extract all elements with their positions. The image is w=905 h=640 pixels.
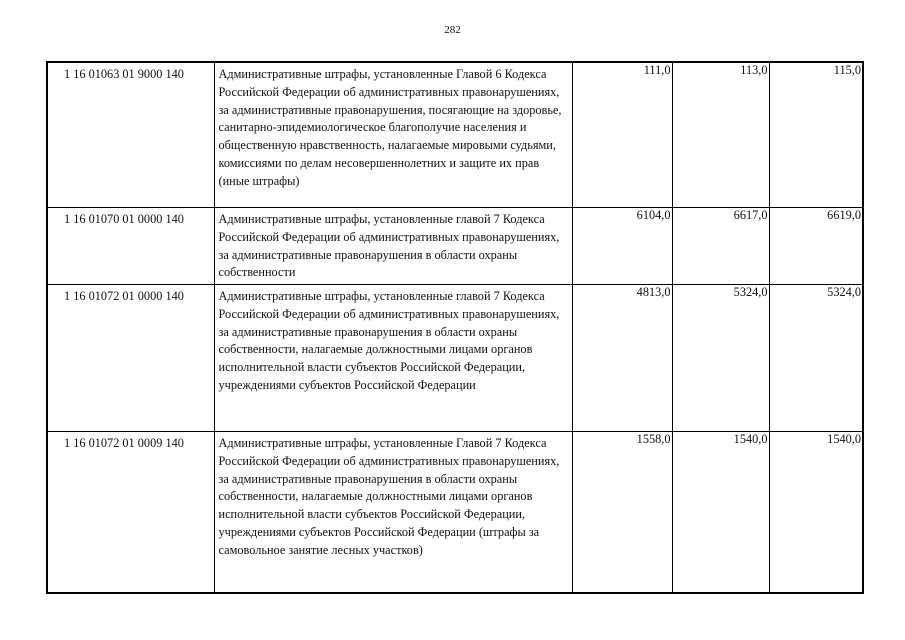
budget-code: 1 16 01072 01 0009 140 — [47, 432, 214, 594]
amount-year-3: 6619,0 — [769, 208, 863, 285]
table-row — [47, 208, 863, 285]
budget-code: 1 16 01072 01 0000 140 — [47, 285, 214, 432]
amount-year-3: 115,0 — [769, 62, 863, 208]
amount-year-3: 5324,0 — [769, 285, 863, 432]
row-description: Административные штрафы, установленные главой 7 Кодекса Российской Федерации об административных правонарушениях, за административные правонарушения в области охраны собственности — [214, 208, 572, 285]
amount-year-1: 1558,0 — [572, 432, 672, 594]
table-row — [47, 62, 863, 208]
amount-year-2: 6617,0 — [672, 208, 769, 285]
row-description: Административные штрафы, установленные Главой 6 Кодекса Российской Федерации об административных правонарушениях, за административные правонарушения, посягающие на здоровье, санитарно-эпидемиологическое благополучие населения и общественную нравственность, налагаемые мировыми судьями, комиссиями по делам несовершеннолетних и защите их прав (иные штрафы) — [214, 62, 572, 208]
amount-year-1: 6104,0 — [572, 208, 672, 285]
table-row — [47, 432, 863, 594]
page-number: 282 — [444, 24, 461, 36]
amount-year-1: 111,0 — [572, 62, 672, 208]
amount-year-2: 1540,0 — [672, 432, 769, 594]
budget-code: 1 16 01063 01 9000 140 — [47, 62, 214, 208]
row-description: Административные штрафы, установленные главой 7 Кодекса Российской Федерации об административных правонарушениях, за административные правонарушения в области охраны собственности, налагаемые должностными лицами органов исполнительной власти субъектов Российской Федерации, учреждениями субъектов Российской Федерации — [214, 285, 572, 432]
amount-year-2: 113,0 — [672, 62, 769, 208]
budget-code: 1 16 01070 01 0000 140 — [47, 208, 214, 285]
amount-year-1: 4813,0 — [572, 285, 672, 432]
amount-year-2: 5324,0 — [672, 285, 769, 432]
budget-table — [46, 61, 864, 594]
table-row — [47, 285, 863, 432]
row-description: Административные штрафы, установленные Главой 7 Кодекса Российской Федерации об административных правонарушениях, за административные правонарушения в области охраны собственности, налагаемые должностными лицами органов исполнительной власти субъектов Российской Федерации, учреждениями субъектов Российской Федерации (штрафы за самовольное занятие лесных участков) — [214, 432, 572, 594]
amount-year-3: 1540,0 — [769, 432, 863, 594]
